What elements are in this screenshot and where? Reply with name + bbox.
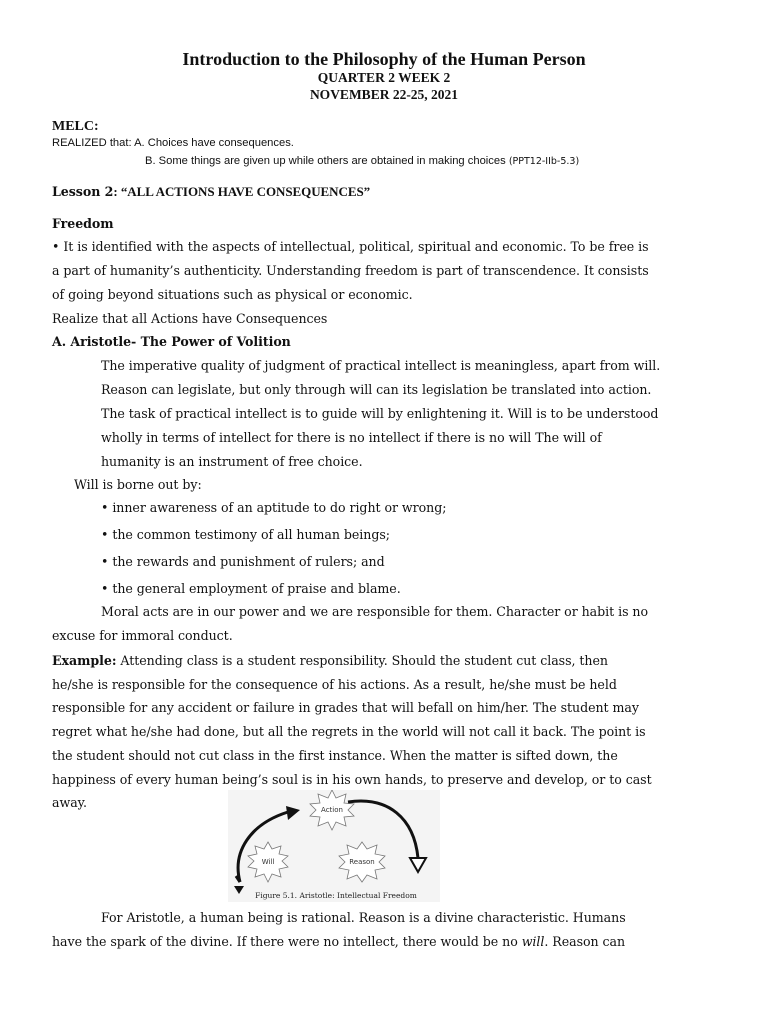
aristotle-paragraph-line: humanity is an instrument of free choice. [101, 454, 363, 469]
melc-item-b-text: B. Some things are given up while others are obtained in making choices [145, 155, 509, 167]
closing-line [52, 934, 625, 949]
aristotle-paragraph-line: The imperative quality of judgment of practical intellect is meaningless, apart from will. [101, 358, 661, 373]
freedom-heading: Freedom [52, 216, 114, 231]
figure-caption: Figure 5.1. Aristotle: Intellectual Freedom [255, 891, 417, 900]
freedom-line: a part of humanity’s authenticity. Understanding freedom is part of transcendence. It consists [52, 263, 649, 278]
melc-code: (PPT12-IIb-5.3) [508, 156, 580, 167]
freedom-line: Realize that all Actions have Consequences [52, 311, 328, 326]
example-label: Example: [52, 653, 117, 668]
example-line: regret what he/she had done, but all the regrets in the world will not call it back. The point is [52, 724, 646, 739]
example-text: Attending class is a student responsibility. Should the student cut class, then [116, 653, 608, 668]
aristotle-paragraph-line: Reason can legislate, but only through will can its legislation be translated into action. [101, 382, 652, 397]
reason-node-label: Reason [349, 858, 375, 866]
melc-label: MELC: [52, 119, 99, 134]
lesson-number: Lesson 2 [52, 184, 114, 199]
closing-line: For Aristotle, a human being is rational. Reason is a divine characteristic. Humans [101, 910, 626, 925]
will-bullet: • inner awareness of an aptitude to do right or wrong; [101, 500, 447, 515]
example-line: happiness of every human being’s soul is in his own hands, to preserve and develop, or to cast [52, 772, 652, 787]
aristotle-heading: A. Aristotle- The Power of Volition [52, 334, 291, 349]
closing-text-end: . Reason can [544, 934, 626, 949]
will-bullet: • the general employment of praise and blame. [101, 581, 401, 596]
closing-italic-word: will [521, 934, 545, 949]
melc-item-a: REALIZED that: A. Choices have consequences. [52, 137, 294, 149]
aristotle-paragraph-line: wholly in terms of intellect for there is no intellect if there is no will The will of [101, 430, 602, 445]
moral-line: Moral acts are in our power and we are responsible for them. Character or habit is no [101, 604, 649, 619]
lesson-title [52, 184, 370, 200]
aristotle-paragraph-line: The task of practical intellect is to guide will by enlightening it. Will is to be understood [101, 406, 659, 421]
example-first-line [52, 653, 608, 668]
will-bullet: • the common testimony of all human beings; [101, 527, 390, 542]
freedom-line: • It is identified with the aspects of intellectual, political, spiritual and economic. To be free is [52, 239, 649, 254]
lesson-name: : “ALL ACTIONS HAVE CONSEQUENCES” [113, 184, 371, 199]
freedom-line: of going beyond situations such as physical or economic. [52, 287, 413, 302]
will-node-label: Will [261, 858, 275, 866]
moral-line: excuse for immoral conduct. [52, 628, 233, 643]
melc-item-b [145, 155, 579, 167]
date-range: NOVEMBER 22-25, 2021 [309, 87, 459, 102]
example-line: the student should not cut class in the first instance. When the matter is sifted down, the [52, 748, 618, 763]
will-intro: Will is borne out by: [74, 477, 202, 492]
example-line: he/she is responsible for the consequence of his actions. As a result, he/she must be held [52, 677, 617, 692]
document-title: Introduction to the Philosophy of the Human Person [182, 49, 586, 69]
will-bullet: • the rewards and punishment of rulers; and [101, 554, 385, 569]
action-node-label: Action [321, 806, 343, 814]
example-line: responsible for any accident or failure in grades that will befall on him/her. The student may [52, 700, 639, 715]
intellectual-freedom-figure [228, 790, 440, 902]
example-line: away. [52, 795, 87, 810]
closing-text: have the spark of the divine. If there were no intellect, there would be no [52, 934, 522, 949]
quarter-week: QUARTER 2 WEEK 2 [317, 70, 451, 85]
